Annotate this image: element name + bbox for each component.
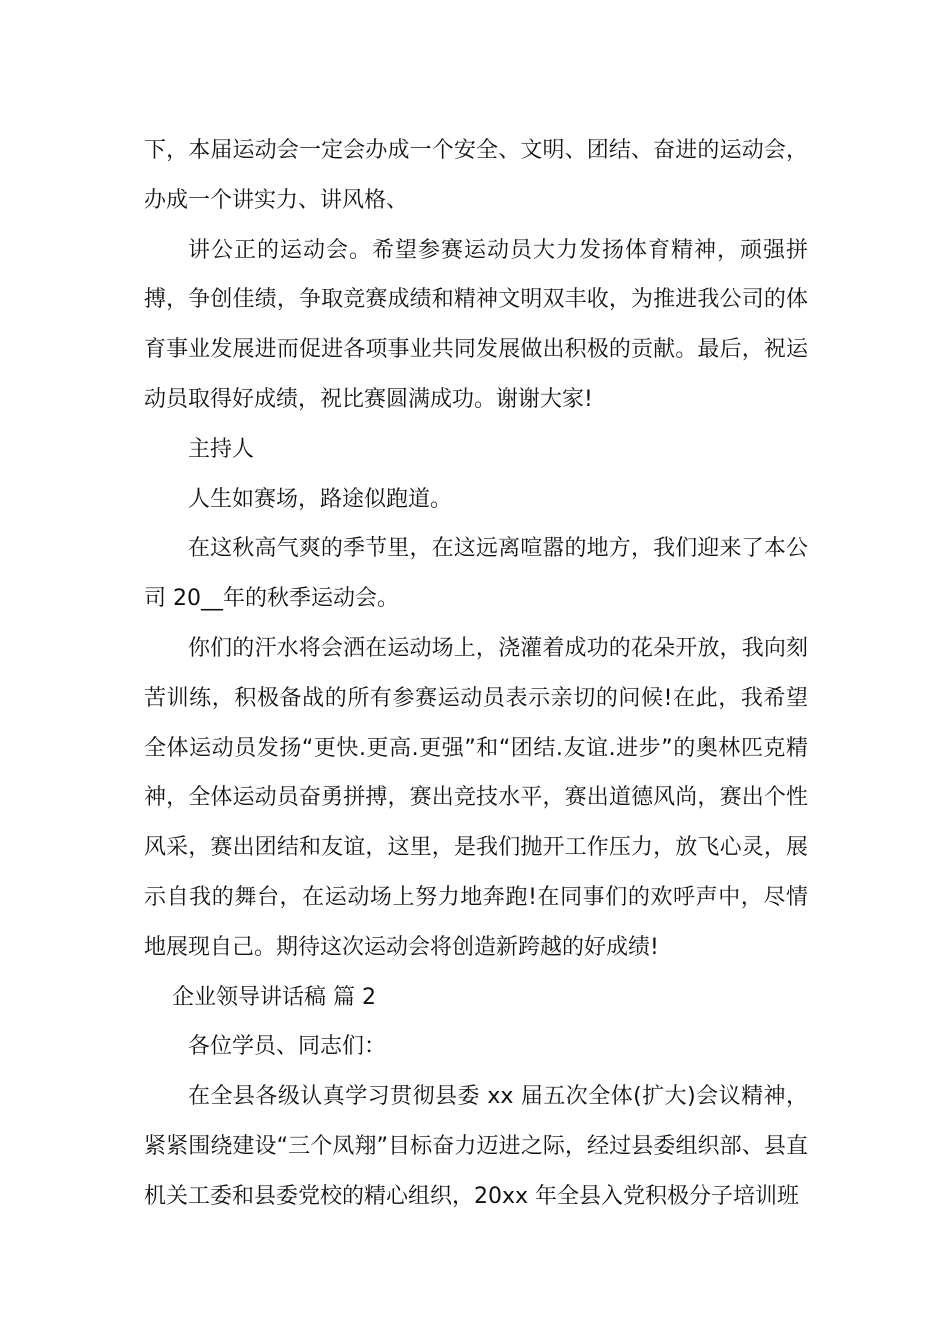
paragraph: 人生如赛场，路途似跑道。 <box>188 486 453 512</box>
section-heading: 企业领导讲话稿 篇 2 <box>172 984 376 1010</box>
paragraph: 在全县各级认真学习贯彻县委 xx 届五次全体(扩大)会议精神，紧紧围绕建设“三个凤翔”目标奋力迈进之际，经过县委组织部、县直机关工委和县委党校的精心组织，20xx 年全县入党积极分子培训班 <box>144 1084 808 1209</box>
paragraph: 讲公正的运动会。希望参赛运动员大力发扬体育精神，顽强拼搏，争创佳绩，争取竞赛成绩和精神文明双丰收，为推进我公司的体育事业发展进而促进各项事业共同发展做出积极的贡献。最后，祝运动员取得好成绩，祝比赛圆满成功。谢谢大家! <box>144 237 808 412</box>
document-body <box>144 126 808 1222</box>
salutation: 各位学员、同志们： <box>188 1034 387 1060</box>
paragraph: 在这秋高气爽的季节里，在这远离喧嚣的地方，我们迎来了本公司 20__年的秋季运动会。 <box>144 536 808 612</box>
speaker-label: 主持人 <box>188 436 255 462</box>
paragraph: 你们的汗水将会洒在运动场上，浇灌着成功的花朵开放，我向刻苦训练，积极备战的所有参赛运动员表示亲切的问候!在此，我希望全体运动员发扬“更快.更高.更强”和“团结.友谊.进步”的奥林匹克精神，全体运动员奋勇拼搏，赛出竞技水平，赛出道德风尚，赛出个性风采，赛出团结和友谊，这里，是我们抛开工作压力，放飞心灵，展示自我的舞台，在运动场上努力地奔跑!在同事们的欢呼声中，尽情地展现自己。期待这次运动会将创造新跨越的好成绩! <box>144 635 808 960</box>
paragraph-continuation: 下，本届运动会一定会办成一个安全、文明、团结、奋进的运动会，办成一个讲实力、讲风格、 <box>144 138 808 213</box>
